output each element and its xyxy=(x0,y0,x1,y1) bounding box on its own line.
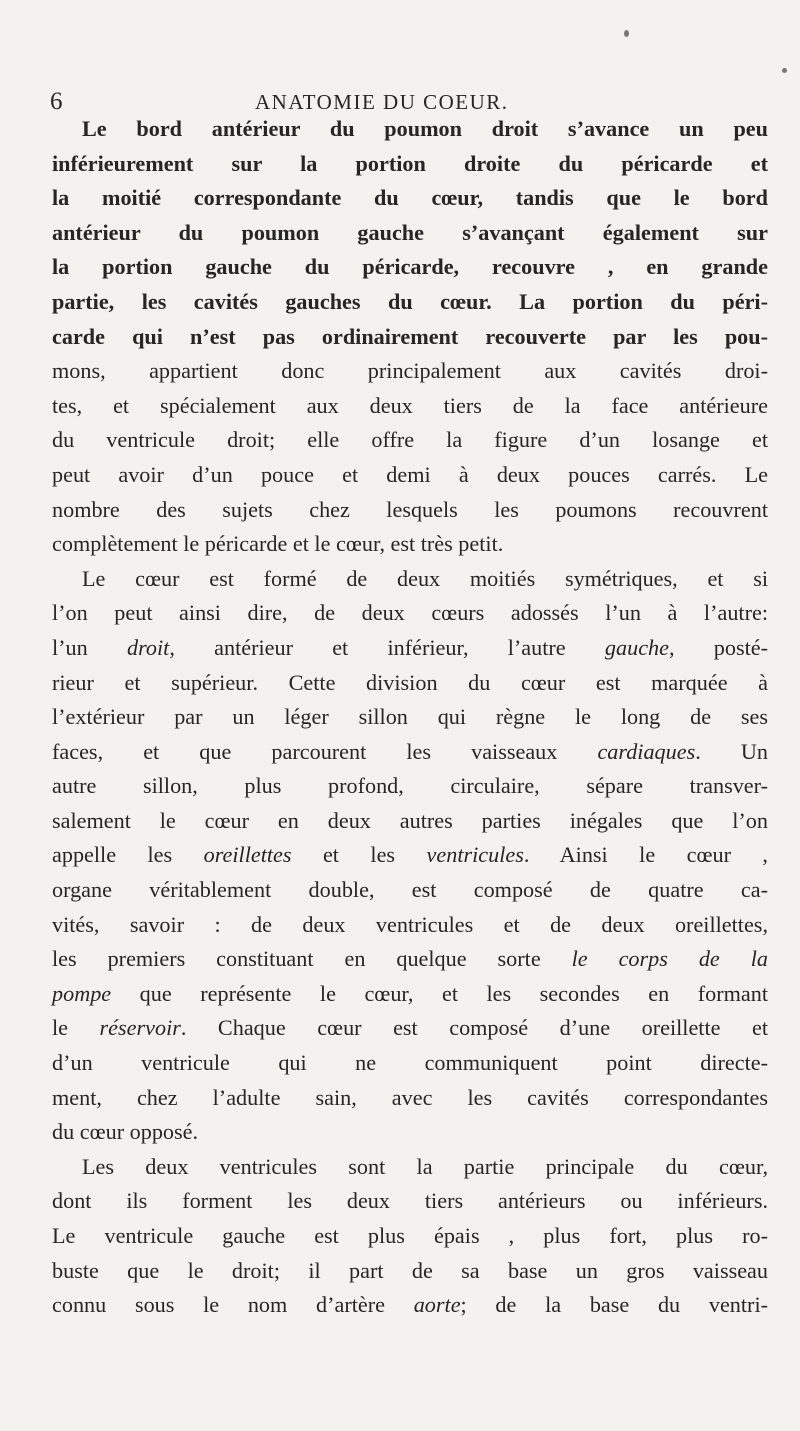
text-run: les premiers constituant en quelque sorte xyxy=(52,946,572,972)
text-run: antérieur du poumon gauche s’avançant également sur xyxy=(52,219,768,245)
running-head: ANATOMIE DU COEUR. xyxy=(255,90,509,114)
italic-term: gauche xyxy=(604,634,669,660)
text-line xyxy=(52,735,768,770)
text-line xyxy=(52,804,768,839)
text-line xyxy=(52,562,768,597)
text-line xyxy=(52,493,768,528)
italic-term: ventricules xyxy=(426,842,524,868)
text-run: partie, les cavités gauches du cœur. La portion du péri- xyxy=(52,288,768,314)
text-run: inférieurement sur la portion droite du péricarde et xyxy=(52,150,768,176)
text-line xyxy=(52,320,768,355)
text-line xyxy=(52,1184,768,1219)
text-line xyxy=(52,527,768,562)
text-run: d’un ventricule qui ne communiquent point directe- xyxy=(52,1050,768,1076)
text-line xyxy=(52,700,768,735)
text-run: Les deux ventricules sont la partie principale du cœur, xyxy=(82,1153,768,1179)
text-run: . Chaque cœur est composé d’une oreillette et xyxy=(180,1015,769,1041)
text-line xyxy=(52,1288,768,1323)
text-line xyxy=(52,977,768,1012)
text-run: organe véritablement double, est composé de quatre ca- xyxy=(52,877,768,903)
text-run: tes, et spécialement aux deux tiers de la face antérieure xyxy=(52,392,768,418)
text-run: , antérieur et inférieur, l’autre xyxy=(169,634,605,660)
text-run: nombre des sujets chez lesquels les poumons recouvrent xyxy=(52,496,768,522)
italic-term: le corps de la xyxy=(571,946,768,972)
text-run: Le ventricule gauche est plus épais , plus fort, plus ro- xyxy=(52,1223,768,1248)
ink-speck xyxy=(624,30,629,37)
body-text xyxy=(52,112,768,1323)
text-run: rieur et supérieur. Cette division du cœur est marquée à xyxy=(52,669,768,695)
page-number: 6 xyxy=(50,88,63,115)
text-run: mons, appartient donc principalement aux cavités droi- xyxy=(52,358,768,384)
text-run: ment, chez l’adulte sain, avec les cavités correspondantes xyxy=(52,1084,768,1110)
text-line xyxy=(52,423,768,458)
text-run: faces, et que parcourent les vaisseaux xyxy=(52,738,598,764)
text-run: autre sillon, plus profond, circulaire, sépare transver- xyxy=(52,773,768,799)
italic-term: oreillettes xyxy=(203,842,292,868)
italic-term: cardiaques xyxy=(597,738,696,764)
text-line xyxy=(52,1254,768,1289)
text-run: peut avoir d’un pouce et demi à deux pouces carrés. Le xyxy=(52,461,768,487)
text-line xyxy=(52,250,768,285)
italic-term: pompe xyxy=(52,980,112,1006)
text-line xyxy=(52,285,768,320)
text-run: la portion gauche du péricarde, recouvre , en grande xyxy=(52,254,768,280)
text-line xyxy=(52,354,768,389)
text-line xyxy=(52,216,768,251)
text-run: l’extérieur par un léger sillon qui règne le long de ses xyxy=(52,704,768,730)
text-run: dont ils forment les deux tiers antérieurs ou inférieurs. xyxy=(52,1188,768,1214)
text-line xyxy=(52,112,768,147)
text-run: que représente le cœur, et les secondes en formant xyxy=(111,980,768,1006)
italic-term: réservoir xyxy=(99,1015,181,1041)
text-run: . Un xyxy=(695,738,768,764)
text-run: appelle les xyxy=(52,842,204,868)
text-run: ; de la base du ventri- xyxy=(460,1292,769,1318)
text-run: du ventricule droit; elle offre la figure d’un losange et xyxy=(52,427,768,453)
italic-term: droit xyxy=(127,634,170,660)
text-run: Le cœur est formé de deux moitiés symétriques, et si xyxy=(82,565,768,591)
text-line xyxy=(52,666,768,701)
italic-term: aorte xyxy=(413,1292,461,1318)
text-line xyxy=(52,1219,768,1254)
text-line xyxy=(52,1115,768,1150)
text-run: le xyxy=(52,1015,100,1041)
text-line xyxy=(52,1011,768,1046)
text-line xyxy=(52,631,768,666)
text-line xyxy=(52,769,768,804)
ink-speck xyxy=(782,68,787,73)
text-line xyxy=(52,147,768,182)
text-run: , posté- xyxy=(668,634,769,660)
text-run: vités, savoir : de deux ventricules et de deux oreillettes, xyxy=(52,911,768,937)
text-line xyxy=(52,1150,768,1185)
text-line xyxy=(52,873,768,908)
text-line xyxy=(52,1081,768,1116)
text-line xyxy=(52,1046,768,1081)
text-line xyxy=(52,389,768,424)
text-run: complètement le péricarde et le cœur, est très petit. xyxy=(52,531,504,557)
text-line xyxy=(52,596,768,631)
text-run: du cœur opposé. xyxy=(52,1119,199,1145)
text-line xyxy=(52,181,768,216)
text-run: connu sous le nom d’artère xyxy=(52,1292,414,1318)
text-line xyxy=(52,458,768,493)
text-run: carde qui n’est pas ordinairement recouverte par les pou- xyxy=(52,323,768,349)
text-line xyxy=(52,908,768,943)
text-line xyxy=(52,942,768,977)
text-run: Le bord antérieur du poumon droit s’avance un peu xyxy=(82,116,768,141)
text-run: et les xyxy=(291,842,427,868)
text-run: la moitié correspondante du cœur, tandis que le bord xyxy=(52,185,768,211)
text-run: l’on peut ainsi dire, de deux cœurs adossés l’un à l’autre: xyxy=(52,600,768,626)
text-run: salement le cœur en deux autres parties inégales que l’on xyxy=(52,807,768,833)
text-line xyxy=(52,838,768,873)
text-run: buste que le droit; il part de sa base un gros vaisseau xyxy=(52,1257,768,1283)
text-run: . Ainsi le cœur , xyxy=(523,842,768,868)
text-run: l’un xyxy=(52,634,127,660)
